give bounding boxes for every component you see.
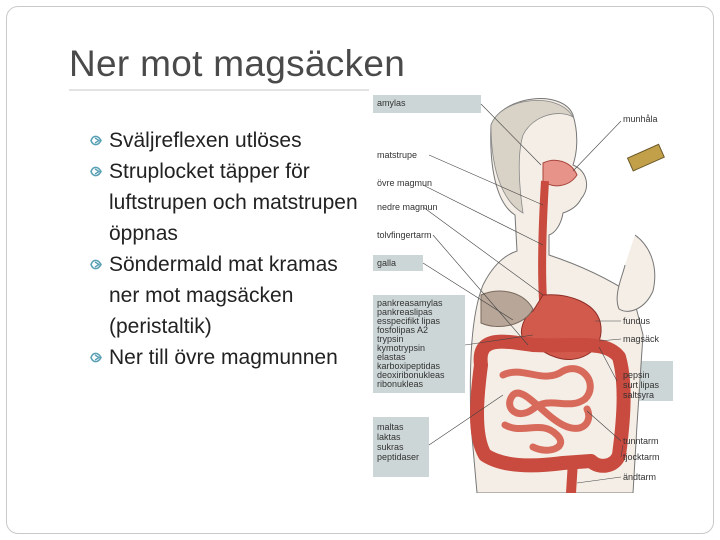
bullet-arrow-icon: [89, 351, 103, 364]
food-item: [628, 144, 665, 171]
label-andtarm: ändtarm: [623, 472, 657, 482]
label-deoxiribonukleas: deoxiribonukleas: [377, 370, 445, 380]
label-surt-lipas: surt lipas: [623, 380, 660, 390]
bullet-item: [89, 249, 369, 342]
label-ribonukleas: ribonukleas: [377, 379, 424, 389]
label-laktas: laktas: [377, 432, 401, 442]
anatomy-illustration: [373, 95, 673, 493]
rectum: [571, 461, 573, 493]
label-trypsin: trypsin: [377, 334, 404, 344]
bullet-text: Sväljreflexen utlöses: [109, 129, 302, 152]
label-tolvfingertarm: tolvfingertarm: [377, 230, 432, 240]
label-tunntarm: tunntarm: [623, 436, 659, 446]
label-matstrupe: matstrupe: [377, 150, 418, 160]
digestive-system-figure: [373, 95, 673, 493]
bullet-text: Ner till övre magmunnen: [109, 346, 338, 369]
label-pankreasamylas: pankreasamylas: [377, 298, 443, 308]
label-saltsyra: saltsyra: [623, 390, 655, 400]
label-amylas: amylas: [377, 98, 406, 108]
label-elastas: elastas: [377, 352, 406, 362]
label-fundus: fundus: [623, 316, 651, 326]
label-sukras: sukras: [377, 442, 404, 452]
bullet-item: [89, 156, 369, 249]
bullet-arrow-icon: [89, 134, 103, 147]
arm-outline: [617, 235, 655, 311]
label-tjocktarm: tjocktarm: [623, 452, 660, 462]
label-munhala: munhåla: [623, 114, 658, 124]
slide-title: Ner mot magsäcken: [69, 43, 406, 84]
label-ovre-magmun: övre magmun: [377, 178, 433, 188]
esophagus: [542, 181, 545, 300]
title-divider: [69, 89, 369, 91]
bullet-item: [89, 342, 369, 404]
label-maltas: maltas: [377, 422, 404, 432]
bullet-text: Söndermald mat kramas ner mot magsäcken (peristaltik): [109, 253, 338, 338]
label-fosfolipas: fosfolipas A2: [377, 325, 429, 335]
label-pankreaslipas: pankreaslipas: [377, 307, 433, 317]
bullet-arrow-icon: [89, 165, 103, 178]
bullet-arrow-icon: [89, 258, 103, 271]
label-galla: galla: [377, 258, 397, 268]
label-kymotrypsin: kymotrypsin: [377, 343, 426, 353]
label-magsack: magsäck: [623, 334, 660, 344]
label-esspecifikt-lipas: esspecifikt lipas: [377, 316, 441, 326]
label-pepsin: pepsin: [623, 370, 650, 380]
label-peptidaser: peptidaser: [377, 452, 420, 462]
bullet-text: Struplocket täpper för luftstrupen och matstrupen öppnas: [109, 160, 358, 245]
label-karboxipeptidas: karboxipeptidas: [377, 361, 441, 371]
slide-frame: [6, 6, 714, 534]
bullet-list: [89, 125, 369, 404]
bullet-item: [89, 125, 369, 156]
label-nedre-magmun: nedre magmun: [377, 202, 438, 212]
